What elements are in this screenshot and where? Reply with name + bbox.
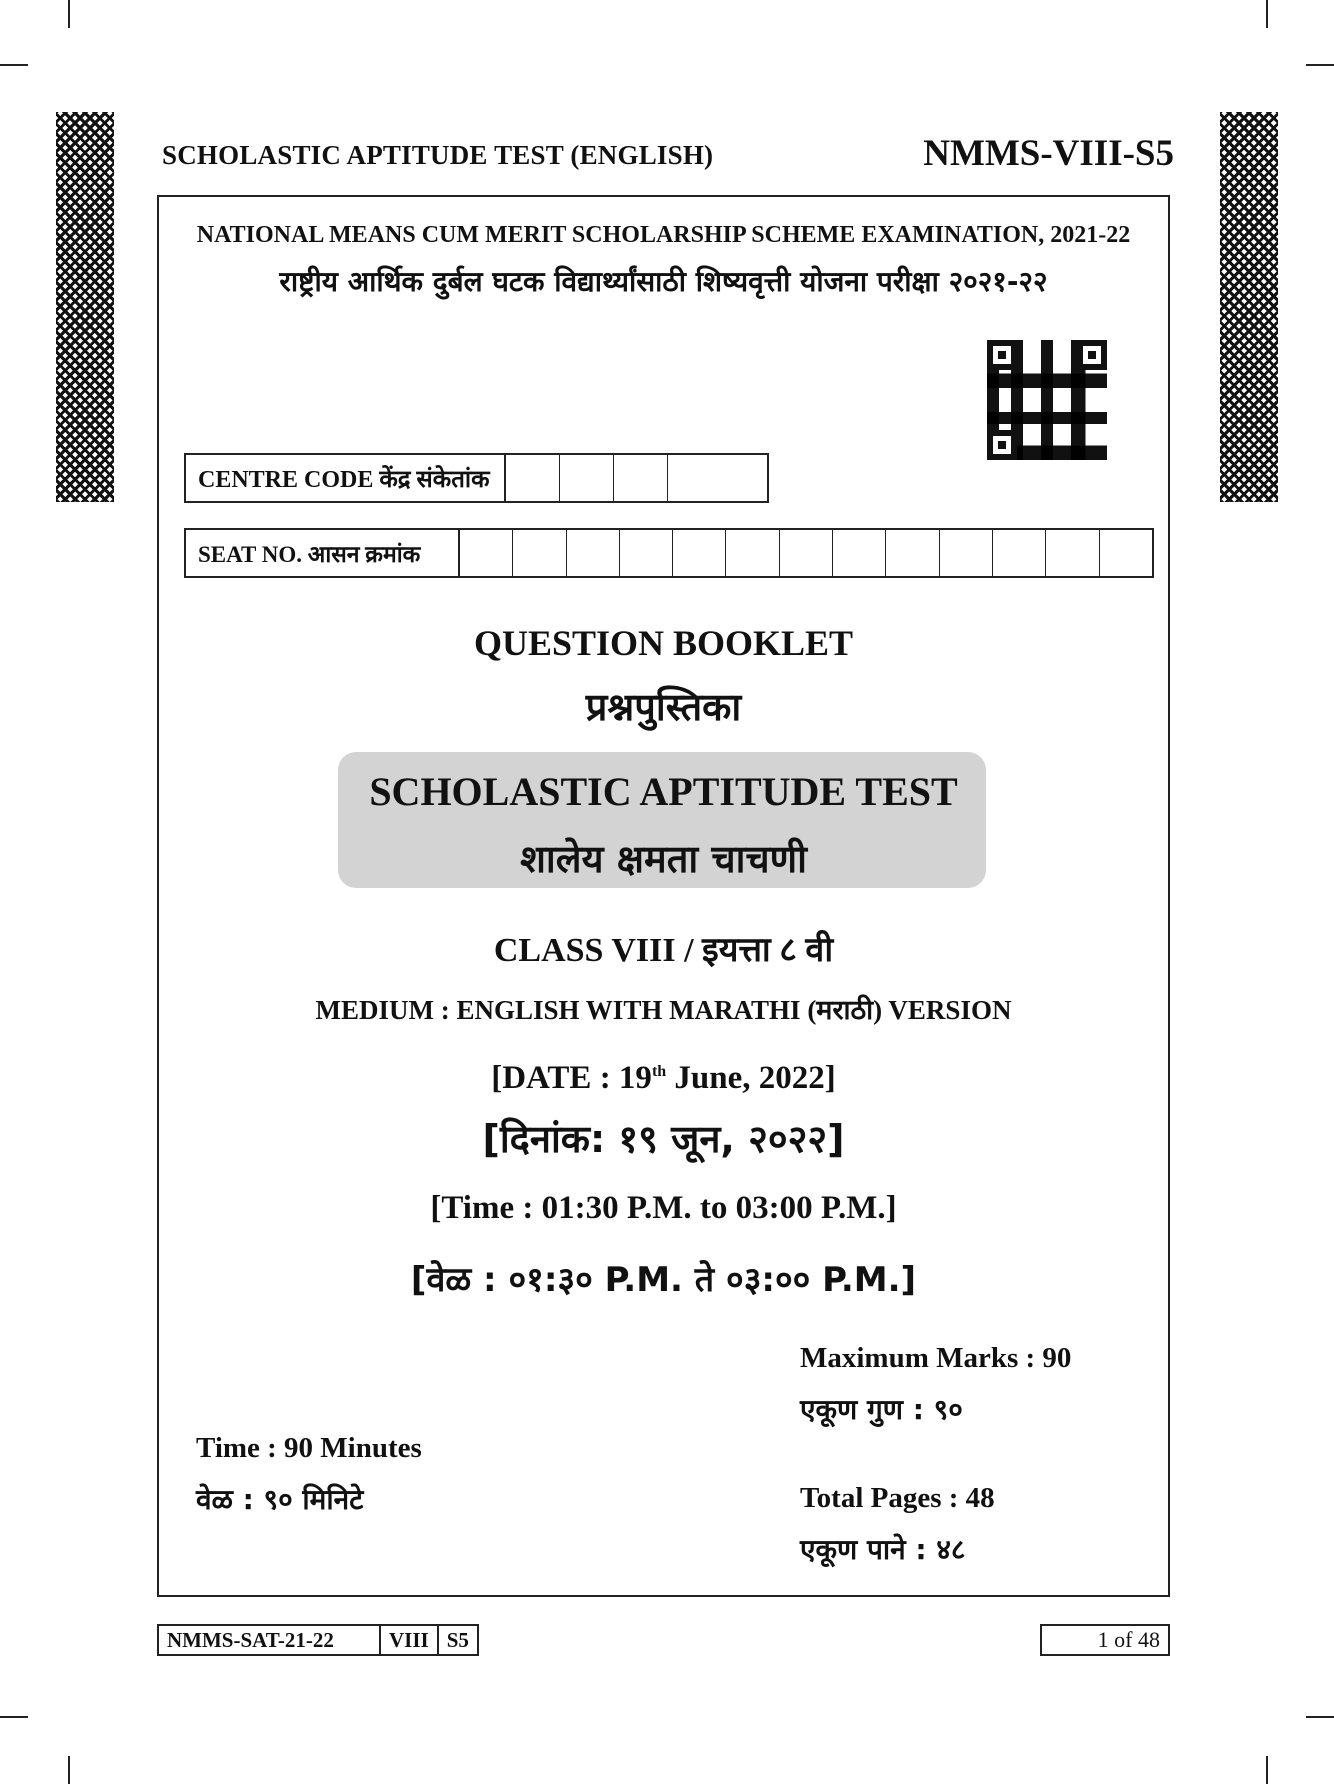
seat-no-cell[interactable]	[886, 530, 939, 576]
crop-mark	[0, 1716, 28, 1718]
crop-mark	[68, 0, 70, 28]
seat-no-cell[interactable]	[673, 530, 726, 576]
total-pages-en: Total Pages : 48	[800, 1482, 995, 1514]
crop-mark	[1266, 1756, 1268, 1784]
booklet-title-en: QUESTION BOOKLET	[473, 623, 854, 663]
centre-code-cell[interactable]	[614, 455, 668, 501]
header-code: NMMS-VIII-S5	[923, 133, 1174, 174]
exam-title-en: NATIONAL MEANS CUM MERIT SCHOLARSHIP SCHEME EXAMINATION, 2021-22	[196, 222, 1131, 248]
seat-no-cell[interactable]	[833, 530, 886, 576]
date-mr: [दिनांक: १९ जून, २०२२]	[482, 1117, 845, 1161]
centre-code-label: CENTRE CODE केंद्र संकेतांक	[186, 455, 506, 501]
total-pages-mr: एकूण पाने : ४८	[800, 1533, 966, 1566]
crop-mark	[68, 1756, 70, 1784]
date-en-suffix: June, 2022]	[666, 1060, 836, 1096]
max-marks-en: Maximum Marks : 90	[800, 1342, 1072, 1374]
crop-mark	[1306, 64, 1334, 66]
seat-no-cell[interactable]	[726, 530, 779, 576]
centre-code-cell[interactable]	[560, 455, 614, 501]
duration-mr: वेळ : ९० मिनिटे	[196, 1483, 364, 1516]
date-en-prefix: [DATE : 19	[491, 1060, 652, 1096]
decorative-strip-left	[56, 112, 114, 502]
seat-no-cell[interactable]	[1046, 530, 1099, 576]
seat-no-field[interactable]	[184, 528, 1154, 578]
max-marks-mr: एकूण गुण : ९०	[800, 1393, 963, 1426]
header-subject: SCHOLASTIC APTITUDE TEST (ENGLISH)	[162, 140, 714, 170]
seat-no-cell[interactable]	[940, 530, 993, 576]
qr-code-icon	[987, 340, 1107, 460]
seat-no-label: SEAT NO. आसन क्रमांक	[186, 530, 460, 576]
date-en	[157, 1060, 1170, 1097]
time-mr: [वेळ : ०१:३० P.M. ते ०३:०० P.M.]	[410, 1260, 917, 1300]
crop-mark	[1266, 0, 1268, 28]
footer-code-box	[157, 1624, 479, 1656]
page-number: 1 of 48	[1040, 1624, 1170, 1656]
seat-no-cell[interactable]	[1100, 530, 1152, 576]
medium-line: MEDIUM : ENGLISH WITH MARATHI (मराठी) VERSION	[315, 995, 1012, 1025]
footer-code: NMMS-SAT-21-22	[159, 1626, 381, 1654]
duration-en: Time : 90 Minutes	[196, 1432, 422, 1464]
centre-code-field[interactable]	[184, 453, 769, 503]
centre-code-cell[interactable]	[668, 455, 721, 501]
seat-no-cell[interactable]	[993, 530, 1046, 576]
seat-no-cell[interactable]	[460, 530, 513, 576]
seat-no-cell[interactable]	[513, 530, 566, 576]
class-line: CLASS VIII / इयत्ता ८ वी	[493, 932, 834, 969]
seat-no-cell[interactable]	[567, 530, 620, 576]
seat-no-cell[interactable]	[780, 530, 833, 576]
booklet-title-mr: प्रश्नपुस्तिका	[585, 685, 742, 729]
test-name-en: SCHOLASTIC APTITUDE TEST	[369, 769, 958, 814]
date-en-sup: th	[651, 1063, 667, 1080]
seat-no-cell[interactable]	[620, 530, 673, 576]
crop-mark	[1306, 1716, 1334, 1718]
decorative-strip-right	[1220, 112, 1278, 502]
exam-title-mr: राष्ट्रीय आर्थिक दुर्बल घटक विद्यार्थ्यांसाठी शिष्यवृत्ती योजना परीक्षा २०२१-२२	[279, 265, 1048, 298]
test-name-mr: शालेय क्षमता चाचणी	[520, 837, 807, 881]
time-en: [Time : 01:30 P.M. to 03:00 P.M.]	[430, 1190, 897, 1226]
crop-mark	[0, 64, 28, 66]
centre-code-cell[interactable]	[506, 455, 560, 501]
footer-class: VIII	[381, 1626, 439, 1654]
footer-set: S5	[446, 1627, 469, 1652]
